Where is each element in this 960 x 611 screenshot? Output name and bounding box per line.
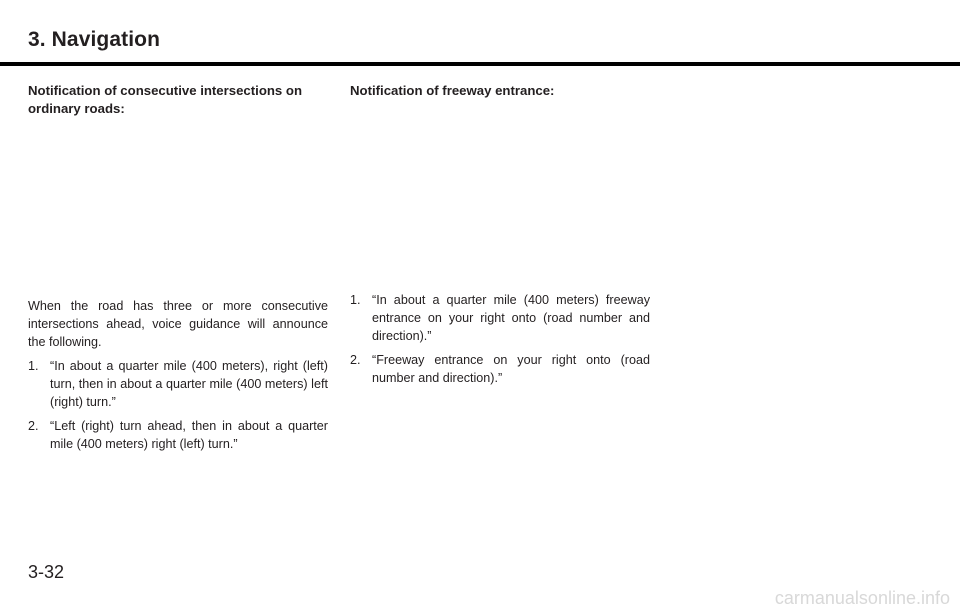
right-column [350,82,650,100]
section-heading-freeway-entrance: Notification of freeway entrance: [350,83,555,98]
list-item [350,291,650,345]
watermark: carmanualsonline.info [774,588,950,608]
freeway-announcement-list [350,291,650,387]
list-item-number: 2. [28,419,39,433]
list-item-number: 1. [350,293,361,307]
chapter-title: 3. Navigation [28,28,160,51]
section-heading-consecutive-intersections: Notification of consecutive intersections on ordinary roads: [28,83,303,116]
left-column [28,82,328,118]
list-item-number: 1. [28,359,39,373]
list-item-text: “Freeway entrance on your right onto (road number and direction).” [372,353,650,385]
list-item [350,351,650,387]
left-column-body [28,297,328,453]
right-column-body [350,285,650,387]
list-item-text: “In about a quarter mile (400 meters), right (left) turn, then in about a quarter mile (400 meters) left (right) turn.” [50,359,328,409]
intro-paragraph: When the road has three or more consecutive intersections ahead, voice guidance will announce the following. [28,299,328,349]
page-number: 3-32 [28,562,65,582]
list-item-text: “In about a quarter mile (400 meters) freeway entrance on your right onto (road number and direction).” [372,293,650,343]
header-rule [0,62,960,66]
list-item [28,417,328,453]
list-item-text: “Left (right) turn ahead, then in about a quarter mile (400 meters) right (left) turn.” [50,419,328,451]
list-item [28,357,328,411]
announcement-list [28,357,328,453]
list-item-number: 2. [350,353,361,367]
